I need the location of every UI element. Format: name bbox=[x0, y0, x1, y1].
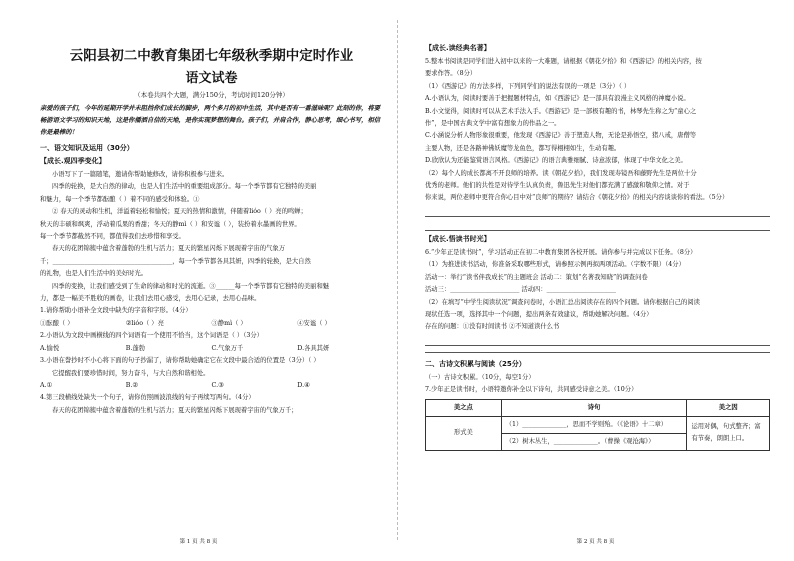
exam-title: 云阳县初二中教育集团七年级秋季期中定时作业 bbox=[69, 48, 354, 64]
bracket-heading-seasons: 【成长.观四季变化】 bbox=[40, 157, 106, 165]
section-1-heading: 一、语文知识及运用（30分） bbox=[40, 144, 134, 152]
text-line: 秋天的丰硕和飒爽，浮动着瓜果的香甜；冬天的静mì（ ）和安谧（ ），装扮着水墨画的世界。 bbox=[40, 220, 301, 228]
text-line: 小语写下了一篇随笔，邀请你帮助她修改，请你积极参与进来。 bbox=[52, 171, 229, 178]
text-line: 春天的花团锦簇中蕴含着蓬勃的生机与活力；夏天的繁星闪烁下展现着宇宙的气象万 bbox=[52, 245, 285, 253]
q3-option-a[interactable]: A.① bbox=[40, 381, 53, 389]
q1-option[interactable]: ③静mì（ ） bbox=[211, 319, 247, 327]
q2-options bbox=[40, 343, 383, 355]
text-line: D.欣欣认为还能鉴赏语言风格。《西游记》的语言典雅细腻、诗意浓郁，体现了中华文化之美。 bbox=[425, 157, 687, 165]
table-row bbox=[426, 416, 770, 433]
q2-option-a[interactable]: A.愉悦 bbox=[40, 344, 60, 352]
text-line: （2）在填写“中学生阅读状况”调查问卷时，小语汇总出阅读存在的四个问题。请你根据自己的阅读 bbox=[425, 298, 700, 306]
bracket-heading-reading: 【成长.悟读书时光】 bbox=[425, 234, 491, 243]
exam-subtitle: 语文试卷 bbox=[185, 71, 238, 86]
text-line: 和魅力，每一个季节都酝酿（ ）着不同的感受和体验。① bbox=[40, 195, 200, 203]
table-cell[interactable]: （2）树木丛生，______________。（曹操《观沧海》） bbox=[501, 433, 687, 450]
text-line: 每一个季节都截然不同，都值得我们去珍惜和享受。 bbox=[40, 233, 185, 241]
q3-option-c[interactable]: C.③ bbox=[211, 381, 224, 389]
text-line: 5.整本书阅读是同学们进入初中以来的一大难题，请根据《朝花夕拾》和《西游记》的相关内容，按 bbox=[425, 58, 702, 65]
text-line: 力，都是一幅美不胜收的画卷，让我们去用心感受，去用心记录，去用心品味。 bbox=[40, 295, 261, 303]
poem-table bbox=[425, 399, 770, 451]
q1-option[interactable]: ①酝酿（ ） bbox=[40, 319, 74, 327]
table-cell[interactable]: （1）______________，思而不学则殆。（《论语》十二章） bbox=[501, 416, 687, 433]
text-line: 存在的问题：①没有时间读书 ②不知道读什么书 bbox=[425, 323, 560, 331]
text-line: 作”，是中国古典文学中富有想象力的作品之一。 bbox=[425, 120, 561, 128]
q2-option-c[interactable]: C.气象万千 bbox=[211, 344, 244, 352]
q3-options bbox=[40, 380, 383, 392]
subsection-heading: （一）古诗文积累。（10分，每空1分） bbox=[425, 373, 535, 381]
text-line: B.小文觉得，阅读时可以从艺术手法入手。《西游记》是一部极有趣的书，林琴先生称之为“童心之 bbox=[425, 107, 697, 115]
intro-text: 亲爱的孩子们，今年的延期开学并未阻挡你们成长的脚步，两个多月的初中生活，其中是否有一番滋味呢？此刻的你，将要畅游语文学习的知识天地，这是你播洒自信的天地，是你实现梦想的舞台。孩子们，并肩合作，静心思考，细心书写，相信你是最棒的！ bbox=[40, 105, 381, 136]
question-1: 1.请你帮助小语补全文段中缺失的字音和字形。（4分） bbox=[40, 307, 192, 315]
q2-option-d[interactable]: D.各具其妍 bbox=[297, 344, 330, 352]
answer-line[interactable] bbox=[425, 219, 770, 231]
text-line: 的礼物，也是人们生活中的美好时光。 bbox=[40, 270, 148, 278]
q2-option-b[interactable]: B.蓬勃 bbox=[125, 344, 145, 352]
text-line: （1）为推进读书活动，你准备采取哪些形式，请参照示例再拟两项活动。（字数不限）（4分） bbox=[425, 261, 685, 269]
text-line: 四季的变换，让我们感受到了生命的律动和时光的流逝。③______每一个季节都有它独特的美丽和魅 bbox=[52, 282, 330, 290]
table-header: 美之点 bbox=[426, 399, 502, 416]
q4-sentence: 春天的花团锦簇中蕴含着蓬勃的生机与活力；夏天的繁星闪烁下展现着宇宙的气象万千； bbox=[52, 406, 298, 414]
text-line: 优秀的老师。他们的共性是对待学生认真负责，鲁迅先生对他们都充满了感激和敬仰之情。对于 bbox=[425, 182, 690, 190]
text-line: （2）每个人的成长都离不开良师的培养。读《朝花夕拾》，我们发现寿镜吾和藤野先生是两位十分 bbox=[425, 169, 697, 177]
page-footer-2: 第 2 页 共 8 页 bbox=[576, 539, 615, 545]
text-line: 现状任选一项，选择其中一个问题，提出两条有效建议，帮助她解决问题。（4分） bbox=[425, 310, 653, 318]
q1-options bbox=[40, 318, 383, 330]
text-line: 活动一：举行“读书伴我成长”的主题班会 活动二：策划“名著我知晓”的调查问卷 bbox=[425, 273, 648, 281]
table-header: 诗句 bbox=[501, 399, 687, 416]
section-2-heading: 二、古诗文积累与阅读（25分） bbox=[425, 359, 526, 368]
question-7: 7.少年正是读书时，小语特邀你补全以下诗句，共同感受诗意之美。（10分） bbox=[425, 386, 638, 394]
text-line: C.小涵说分析人物形象很重要，他发现《西游记》善于塑造人物，无论是孙悟空，猪八戒，唐僧等 bbox=[425, 132, 697, 140]
text-line: 千；______________________________________，每一个季节都各具其妍，四季的轮换，是大自然 bbox=[40, 257, 311, 265]
question-3: 3.小语在誊抄时不小心将下面的句子抄漏了，请你帮助她确定它在文段中最合适的位置是（3分）（ ） bbox=[40, 357, 320, 365]
q3-option-b[interactable]: B.② bbox=[125, 381, 139, 389]
table-cell: 运用对偶，句式整齐；富有节奏，朗朗上口。 bbox=[687, 416, 770, 450]
answer-line[interactable] bbox=[425, 205, 770, 217]
q1-option[interactable]: ④安谧（ ） bbox=[297, 319, 331, 327]
text-line: （1）《西游记》的方法多样，下列同学们的说法有误的一项是（3分）（ ） bbox=[425, 82, 631, 90]
text-line: 四季的轮换，是大自然的律动，也是人们生活中的重要组成部分。每一个季节都有它独特的美丽 bbox=[52, 183, 317, 191]
table-header: 美之因 bbox=[687, 399, 770, 416]
answer-line[interactable] bbox=[425, 334, 770, 346]
section-rule bbox=[425, 352, 770, 353]
text-line: 要求作答。（8分） bbox=[425, 70, 477, 78]
page-footer-1: 第 1 页 共 8 页 bbox=[179, 539, 218, 545]
bracket-heading-classics: 【成长.读经典名著】 bbox=[425, 44, 491, 52]
q3-option-d[interactable]: D.④ bbox=[297, 381, 310, 389]
exam-note: （本卷共四个大题，满分150分，考试时间120分钟） bbox=[134, 91, 289, 99]
text-line: 主要人物，还是各路神佛妖魔等龙鱼色，都写得栩栩如生，生动有趣。 bbox=[425, 144, 621, 152]
text-line: 你来说，两位老师中更符合你心目中对“良师”的期待？请结合《朝花夕拾》的相关内容谈谈你的看法。（5分） bbox=[425, 194, 729, 202]
text-line: 活动三：______________________ 活动四：______________________ bbox=[425, 286, 616, 294]
text-line: A.小语认为，阅读时要善于把握题材特点，如《西游记》是一部具有浪漫主义风格的神魔小说。 bbox=[425, 95, 690, 103]
q3-sentence: 它提醒我们要珍惜时间，努力奋斗，与大自然和谐相处。 bbox=[52, 369, 210, 377]
question-4: 4.第三段横线处缺失一个句子，请你仿照画波浪线的句子再续写两句。（4分） bbox=[40, 394, 255, 402]
text-line: 6.“少年正是读书时”，学习活动正在初二中教育集团各校开展。请你参与并完成以下任务。（8分） bbox=[425, 248, 697, 256]
text-line: ② 春天的灵动和生机，洋溢着轻松和愉悦；夏天的热情和激情，伴随着lióo（ ）亮的鸣蝉； bbox=[52, 208, 307, 216]
question-2: 2.小语认为文段中画横线的四个词语有一个使用不恰当，这个词语是（ ）（3分） bbox=[40, 332, 263, 340]
page-2 bbox=[397, 0, 794, 561]
q1-option[interactable]: ②lióo（ ）亮 bbox=[125, 319, 164, 327]
table-cell: 形式美 bbox=[426, 416, 502, 450]
